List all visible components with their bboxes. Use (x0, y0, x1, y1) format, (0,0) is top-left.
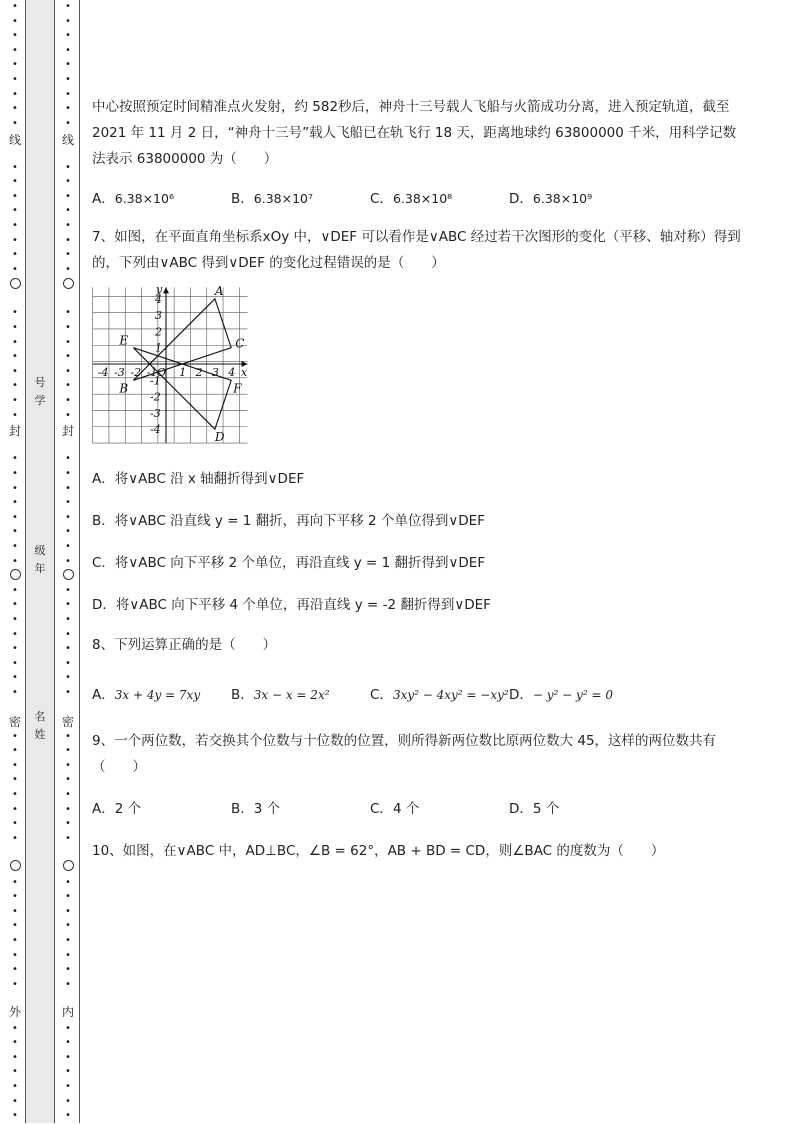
binding-dot: • (12, 657, 18, 669)
binding-dot: • (65, 1110, 71, 1122)
binding-dot: • (65, 891, 71, 903)
binding-dots-inner (63, 0, 73, 1124)
option-value: 2 个 (114, 801, 142, 817)
seal-label-secret-inner: 密 (61, 715, 74, 729)
binding-dot: • (65, 249, 71, 261)
binding-dot: • (65, 555, 71, 567)
binding-dot: • (65, 307, 71, 319)
q9-option-b (231, 796, 370, 822)
seal-label-seal-inner: 封 (61, 424, 74, 438)
binding-dot: • (12, 949, 18, 961)
binding-dot: • (65, 745, 71, 757)
binding-dot: • (65, 599, 71, 611)
binding-dot: • (12, 234, 18, 246)
binding-dot: • (65, 803, 71, 815)
binding-dot: • (65, 1, 71, 12)
binding-dot: • (65, 103, 71, 115)
binding-dot: • (65, 1051, 71, 1063)
field-char: 号 (34, 376, 46, 389)
q8-option-d (509, 682, 648, 708)
binding-dot: • (65, 117, 71, 129)
field-grade (26, 542, 54, 578)
binding-dot: • (12, 59, 18, 71)
binding-dot (10, 701, 20, 716)
binding-dot: • (65, 643, 71, 655)
binding-dot: • (65, 935, 71, 946)
point-label-c: C (235, 336, 245, 351)
binding-dot (63, 846, 73, 861)
x-tick-label: 2 (195, 366, 203, 379)
binding-dot: • (12, 44, 18, 56)
binding-circle (63, 569, 74, 580)
binding-dot: • (12, 599, 18, 611)
binding-dot: • (12, 730, 18, 742)
binding-dot: • (65, 219, 71, 231)
binding-dot: • (12, 190, 18, 202)
binding-dot: • (12, 745, 18, 757)
option-value: 3xy² − 4xy² = −xy² (392, 688, 509, 702)
binding-dot: • (12, 978, 18, 990)
option-label: A． (92, 687, 115, 703)
y-tick-label: -2 (150, 390, 161, 404)
binding-dot: • (65, 395, 71, 407)
option-label: C． (370, 191, 393, 207)
binding-dot: • (65, 161, 71, 173)
binding-dot: • (65, 628, 71, 640)
option-value: 3x − x = 2x² (253, 688, 330, 702)
binding-dot: • (12, 307, 18, 319)
binding-dot: • (12, 1051, 18, 1063)
binding-dot: • (12, 322, 18, 334)
binding-dot: • (65, 964, 71, 976)
q9-options (92, 796, 742, 822)
option-value: 3 个 (253, 801, 281, 817)
binding-dot: • (65, 44, 71, 56)
x-axis-label: x (240, 366, 248, 379)
field-char: 名 (34, 710, 46, 723)
binding-dot (63, 146, 73, 161)
q7-option-a: A．将∨ABC 沿 x 轴翻折得到∨DEF (92, 471, 305, 487)
binding-dot: • (65, 1080, 71, 1092)
binding-dot: • (65, 234, 71, 246)
binding-dot: • (65, 759, 71, 771)
binding-dot: • (12, 1110, 18, 1122)
binding-dot: • (65, 88, 71, 100)
binding-dot: • (65, 409, 71, 421)
question-content (92, 94, 742, 864)
option-label: D． (509, 687, 533, 703)
binding-dot (63, 292, 73, 307)
option-value: 6.38×10⁹ (532, 191, 593, 206)
binding-dot: • (12, 176, 18, 188)
option-label: A． (92, 191, 115, 207)
q9-option-c (370, 796, 509, 822)
x-tick-label: 4 (228, 366, 236, 379)
x-tick-label: 1 (179, 366, 187, 379)
q6-option-c (370, 186, 509, 212)
binding-dot: • (12, 88, 18, 100)
binding-dot: • (65, 1037, 71, 1049)
binding-dot: • (12, 818, 18, 830)
q8-options (92, 682, 742, 708)
option-value: 6.38×10⁷ (253, 191, 313, 206)
binding-dot: • (12, 832, 18, 844)
binding-dot: • (12, 803, 18, 815)
origin-label: O (157, 366, 167, 379)
binding-dot: • (12, 555, 18, 567)
binding-dot: • (65, 686, 71, 698)
option-value: 6.38×10⁸ (392, 191, 453, 206)
binding-dot: • (65, 657, 71, 669)
point-label-f: F (233, 381, 242, 396)
q7-option-d: D．将∨ABC 向下平移 4 个单位，再沿直线 y = -2 翻折得到∨DEF (92, 597, 491, 613)
binding-dot: • (65, 190, 71, 202)
binding-dot: • (65, 526, 71, 538)
option-label: A． (92, 801, 115, 817)
y-tick-label: 4 (155, 292, 162, 306)
option-label: C． (370, 801, 393, 817)
binding-dot: • (12, 365, 18, 377)
binding-dot: • (12, 526, 18, 538)
binding-dot: • (12, 759, 18, 771)
binding-dot: • (12, 1, 18, 12)
point-label-a: A (214, 286, 224, 298)
binding-dot: • (12, 1066, 18, 1078)
x-tick-label: -2 (130, 366, 142, 379)
binding-dot: • (65, 1066, 71, 1078)
binding-dot: • (65, 905, 71, 917)
binding-dot: • (65, 876, 71, 888)
q6-option-b (231, 186, 370, 212)
y-tick-label: 1 (155, 341, 162, 355)
binding-dot: • (65, 380, 71, 392)
binding-dot: • (12, 643, 18, 655)
option-label: D． (509, 191, 533, 207)
binding-dot: • (12, 774, 18, 786)
q8-stem: 8、下列运算正确的是（ ） (92, 637, 277, 653)
binding-dot: • (65, 73, 71, 85)
binding-dot: • (12, 497, 18, 509)
binding-dot: • (65, 322, 71, 334)
q6-option-d (509, 186, 648, 212)
binding-dot: • (12, 453, 18, 465)
q8-option-b (231, 682, 370, 708)
binding-dot: • (65, 774, 71, 786)
option-value: 4 个 (392, 801, 420, 817)
binding-dot: • (65, 1095, 71, 1107)
binding-dot: • (12, 15, 18, 27)
binding-dot: • (12, 482, 18, 494)
binding-dot: • (65, 818, 71, 830)
binding-circle (10, 278, 21, 289)
point-label-b: B (119, 381, 129, 396)
binding-dot: • (65, 59, 71, 71)
binding-dot: • (65, 949, 71, 961)
y-tick-label: -3 (150, 406, 161, 420)
binding-dot (10, 438, 20, 453)
binding-dot: • (65, 832, 71, 844)
binding-dot: • (12, 351, 18, 363)
option-label: C． (370, 687, 393, 703)
y-tick-label: 3 (155, 309, 162, 323)
binding-dot: • (65, 336, 71, 348)
binding-dots-outer (10, 0, 20, 1124)
binding-dot: • (12, 336, 18, 348)
binding-dot: • (12, 511, 18, 523)
field-char: 级 (34, 544, 46, 557)
binding-dot: • (65, 789, 71, 801)
binding-dot: • (65, 613, 71, 625)
seal-label-seal-outer: 封 (8, 424, 21, 438)
x-tick-label: -1 (146, 366, 158, 379)
q8-option-c (370, 682, 509, 708)
binding-dot: • (12, 891, 18, 903)
binding-dot: • (65, 497, 71, 509)
binding-dot (63, 438, 73, 453)
binding-dot: • (12, 30, 18, 42)
binding-dot: • (65, 365, 71, 377)
binding-dot: • (12, 1037, 18, 1049)
field-char: 年 (34, 562, 46, 575)
binding-dot: • (12, 628, 18, 640)
binding-dot: • (12, 73, 18, 85)
binding-dot: • (65, 672, 71, 684)
field-char: 姓 (34, 728, 46, 741)
binding-dot: • (65, 540, 71, 552)
binding-dot: • (12, 205, 18, 217)
binding-circle (63, 278, 74, 289)
binding-dot: • (12, 409, 18, 421)
y-tick-label: 2 (155, 325, 162, 339)
binding-dot: • (65, 205, 71, 217)
option-value: 5 个 (532, 801, 560, 817)
point-label-e: E (119, 333, 129, 348)
option-value: 6.38×10⁶ (114, 191, 174, 206)
option-value: − y² − y² = 0 (532, 688, 613, 702)
triangle-def (133, 348, 231, 430)
binding-dot: • (65, 482, 71, 494)
x-tick-label: 3 (211, 366, 219, 379)
binding-dot: • (65, 920, 71, 932)
seal-label-line-inner: 线 (61, 133, 74, 147)
q8-option-a (92, 682, 231, 708)
field-char: 学 (34, 394, 46, 407)
binding-dot: • (12, 876, 18, 888)
binding-dot: • (65, 30, 71, 42)
q9-stem: 9、一个两位数，若交换其个位数与十位数的位置，则所得新两位数比原两位数大 45，这样的两位数共有（ ） (92, 733, 717, 775)
q6-options (92, 186, 742, 212)
binding-dot: • (12, 1095, 18, 1107)
seal-label-inside: 内 (61, 1005, 74, 1019)
binding-dot: • (12, 584, 18, 596)
binding-dot: • (12, 395, 18, 407)
binding-circle (63, 860, 74, 871)
binding-dot: • (65, 351, 71, 363)
field-student-id (26, 374, 54, 410)
y-axis-label: y (156, 286, 163, 297)
binding-dot: • (12, 1080, 18, 1092)
x-tick-label: -4 (97, 366, 109, 379)
q9-option-a (92, 796, 231, 822)
point-label-d: D (214, 430, 225, 445)
binding-dot: • (12, 672, 18, 684)
binding-dot: • (12, 686, 18, 698)
binding-dot: • (65, 511, 71, 523)
binding-dot (10, 146, 20, 161)
binding-dot: • (12, 380, 18, 392)
q6-option-a (92, 186, 231, 212)
binding-dot: • (12, 789, 18, 801)
option-label: B． (231, 687, 254, 703)
option-label: B． (231, 191, 254, 207)
q7-figure (92, 286, 742, 458)
binding-dot: • (65, 978, 71, 990)
binding-dot: • (12, 263, 18, 275)
binding-circle (10, 569, 21, 580)
q7-option-b: B．将∨ABC 沿直线 y = 1 翻折，再向下平移 2 个单位得到∨DEF (92, 513, 485, 529)
y-tick-label: -4 (150, 423, 161, 437)
binding-dot: • (65, 15, 71, 27)
q9-option-d (509, 796, 648, 822)
binding-dot: • (65, 584, 71, 596)
y-axis-arrow (163, 287, 169, 293)
binding-dot: • (12, 613, 18, 625)
seal-label-secret-outer: 密 (8, 715, 21, 729)
seal-label-outside: 外 (8, 1005, 21, 1019)
binding-dot: • (12, 219, 18, 231)
field-name (26, 708, 54, 744)
binding-dot: • (12, 905, 18, 917)
binding-dot: • (12, 935, 18, 946)
binding-dot: • (12, 468, 18, 479)
option-label: D． (509, 801, 533, 817)
binding-dot: • (12, 964, 18, 976)
binding-dot: • (65, 730, 71, 742)
binding-dot: • (12, 1022, 18, 1034)
binding-dot: • (12, 920, 18, 932)
binding-circle (10, 860, 21, 871)
binding-dot: • (65, 263, 71, 275)
binding-dot: • (65, 1022, 71, 1034)
option-value: 3x + 4y = 7xy (114, 688, 201, 702)
coordinate-grid-figure (92, 286, 257, 456)
binding-dot: • (65, 453, 71, 465)
binding-border (79, 0, 80, 1123)
binding-dot: • (12, 103, 18, 115)
binding-dot: • (12, 249, 18, 261)
binding-dot: • (12, 161, 18, 173)
binding-dot (63, 701, 73, 716)
option-label: B． (231, 801, 254, 817)
binding-dot: • (12, 117, 18, 129)
binding-dot: • (12, 540, 18, 552)
binding-dot: • (65, 468, 71, 479)
seal-label-line-outer: 线 (8, 133, 21, 147)
q7-stem: 7、如图，在平面直角坐标系xOy 中，∨DEF 可以看作是∨ABC 经过若干次图形的变化（平移、轴对称）得到的，下列由∨ABC 得到∨DEF 的变化过程错误的是（ ） (92, 229, 741, 271)
binding-dot (10, 846, 20, 861)
binding-dot: • (65, 176, 71, 188)
y-tick-label: -1 (150, 374, 161, 388)
binding-dot (10, 292, 20, 307)
q6-stem: 中心按照预定时间精准点火发射，约 582秒后，神舟十三号载人飞船与火箭成功分离，进入预定轨道，截至 2021 年 11 月 2 日，“神舟十三号”载人飞船已在轨飞行 18 天，距离地球约 63800000 千米，用科学记数法表示 63800000 为（ ） (92, 99, 737, 167)
x-tick-label: -3 (114, 366, 125, 379)
q10-stem: 10、如图，在∨ABC 中，AD⊥BC，∠B = 62°，AB + BD = CD，则∠BAC 的度数为（ ） (92, 843, 665, 859)
q7-option-c: C．将∨ABC 向下平移 2 个单位，再沿直线 y = 1 翻折得到∨DEF (92, 555, 486, 571)
